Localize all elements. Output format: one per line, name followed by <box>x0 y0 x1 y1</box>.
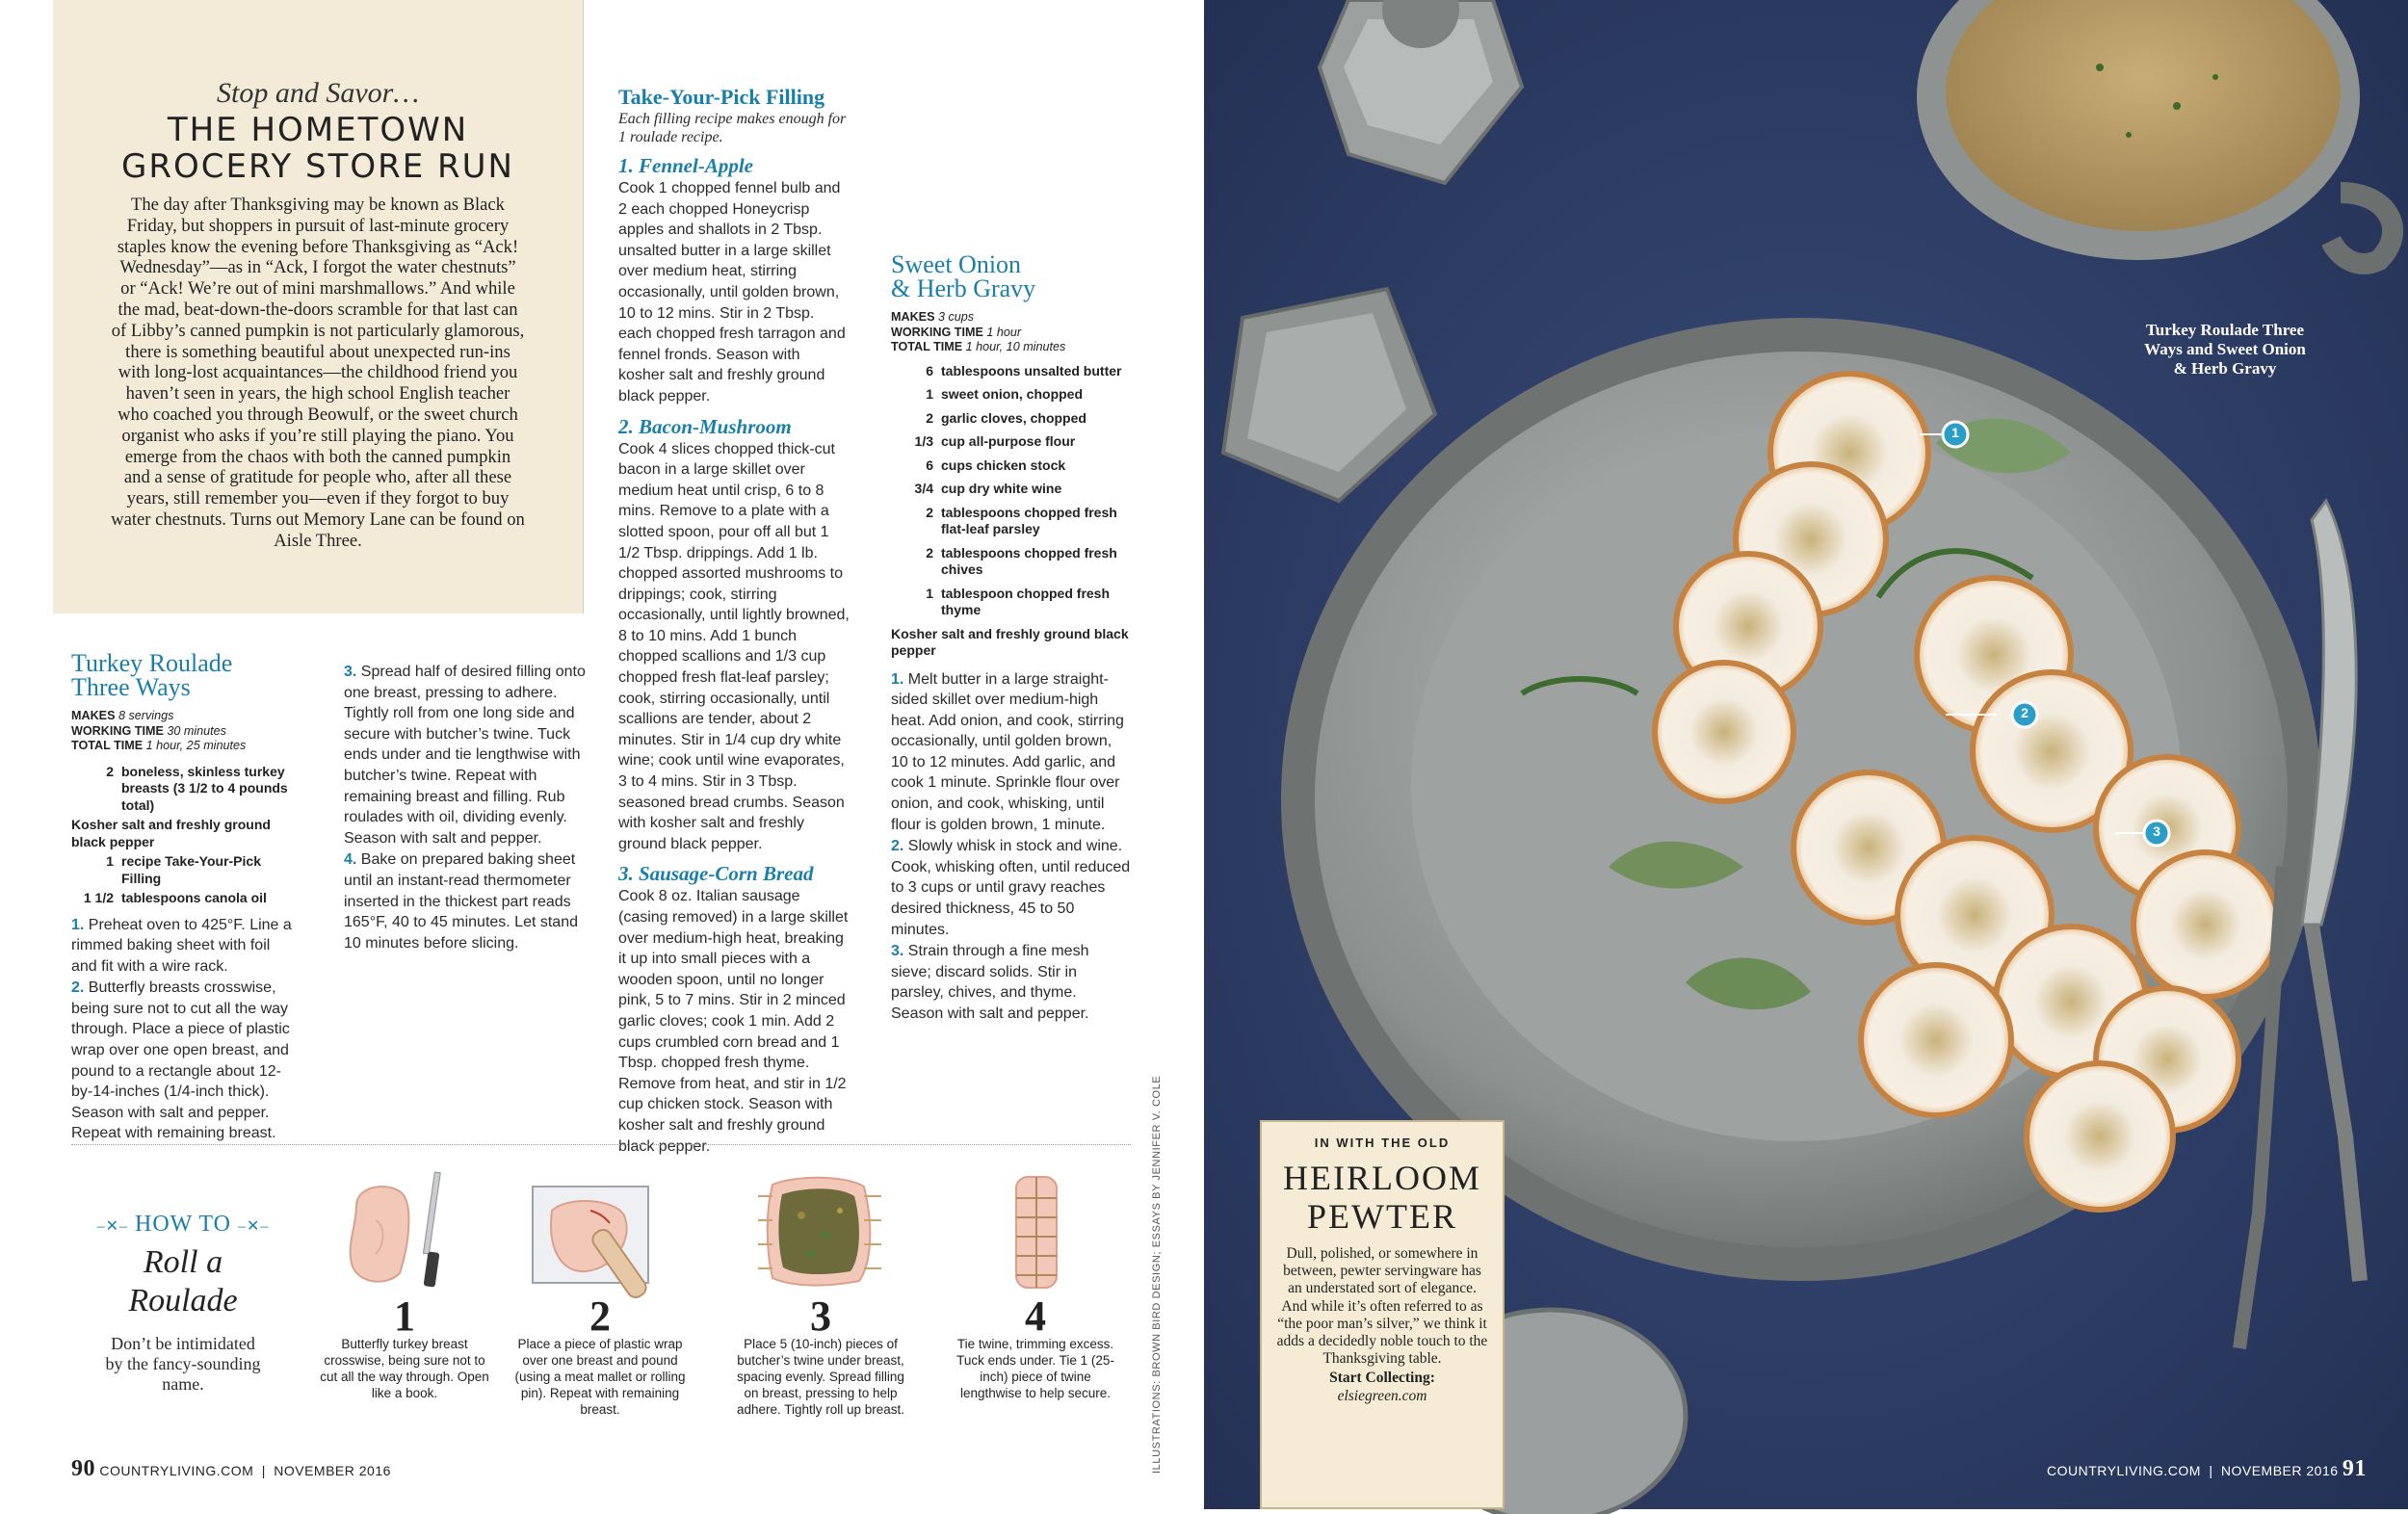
step-number: 4. <box>344 851 357 869</box>
ingredient-text: tablespoons chopped fresh chives <box>941 544 1117 577</box>
ingredient-text: tablespoons canola oil <box>121 890 267 905</box>
how-to-title <box>67 1243 299 1320</box>
ingredient-text: cup all-purpose flour <box>941 433 1076 449</box>
roulade-step-2 <box>71 978 293 1144</box>
makes-label: MAKES <box>891 310 935 324</box>
sidebar-essay-box <box>53 0 584 613</box>
ingredient-qty: 1 <box>926 585 933 601</box>
step-text: Spread half of desired filling onto one breast, pressing to adhere. Tightly roll from one long side and secure with butcher’s twine. Tuck ends under and tie lengthwise with butcher’s twine. Repeat with remaining breast and filling. Rub roulades with oil, dividing evenly. Season with salt and pepper. <box>344 664 586 847</box>
ingredient-text: tablespoons chopped fresh flat-leaf parsley <box>941 504 1117 536</box>
working-time-value: 30 minutes <box>167 723 226 738</box>
how-to-step-3 <box>729 1167 912 1418</box>
how-to-kicker-text: HOW TO <box>134 1212 231 1237</box>
folio-issue: NOVEMBER 2016 <box>2220 1463 2339 1478</box>
filling-title: Take-Your-Pick Filling <box>618 85 825 109</box>
heirloom-title-line-1: HEIRLOOM <box>1283 1159 1481 1197</box>
roulade-ingredients <box>71 764 293 907</box>
total-time-label: TOTAL TIME <box>71 739 144 752</box>
roulade-title-line-1: Turkey Roulade <box>71 649 233 677</box>
how-to-step-1 <box>318 1167 491 1401</box>
gravy-ingredients <box>891 363 1132 660</box>
credits-text: ILLUSTRATIONS: BROWN BIRD DESIGN; ESSAYS BY JENNIFER V. COLE <box>1151 1075 1163 1474</box>
ingredient-row <box>891 363 1132 380</box>
heirloom-title-line-2: PEWTER <box>1307 1197 1457 1236</box>
roulade-meta <box>71 709 293 754</box>
ingredient-row <box>891 433 1132 451</box>
step-number: 3. <box>344 664 357 680</box>
filling-continuation <box>891 92 1127 237</box>
ingredient-row <box>71 890 293 907</box>
gravy-recipe <box>891 252 1132 1026</box>
roulade-recipe <box>71 651 293 1145</box>
ingredient-text: tablespoon chopped fresh thyme <box>941 585 1111 617</box>
ingredient-qty: 2 <box>926 544 933 561</box>
step-number: 3. <box>891 943 904 960</box>
total-time-value: 1 hour, 25 minutes <box>145 739 247 752</box>
ingredient-qty: 2 <box>926 504 933 520</box>
ingredient-text: Kosher salt and freshly ground black pepper <box>71 817 271 849</box>
how-to-step-4 <box>949 1167 1122 1401</box>
butterfly-breast-illustration-icon <box>318 1167 491 1292</box>
ingredient-qty: 2 <box>106 763 114 779</box>
step-number: 1 <box>394 1292 415 1340</box>
pound-with-mallet-illustration-icon <box>509 1167 692 1292</box>
ingredient-row <box>891 457 1132 475</box>
total-time-label: TOTAL TIME <box>891 340 963 353</box>
gravy-title-line-2: & Herb Gravy <box>891 274 1036 302</box>
working-time-value: 1 hour <box>986 325 1022 339</box>
ingredient-qty: 6 <box>926 457 933 473</box>
step-text: Melt butter in a large straight-sided skillet over medium-high heat. Add onion, and cook, stirring occasionally, until golden brown, 10 to 12 minutes. Add garlic, and cook 1 minute. Sprinkle flour over onion, and cook, whisking, until flour is golden brown, 1 minute. <box>891 670 1124 833</box>
how-to-title-line-1: Roll a <box>143 1244 223 1280</box>
step-number: 2. <box>891 838 904 855</box>
folio-issue: NOVEMBER 2016 <box>274 1463 391 1478</box>
roulade-title-line-2: Three Ways <box>71 673 191 701</box>
callout-2: 2 <box>2021 705 2028 720</box>
sidebar-title-line-1: THE HOMETOWN <box>167 111 469 149</box>
credits <box>1151 1075 1170 1474</box>
roulade-steps-col1 <box>71 915 293 1145</box>
folio-site: COUNTRYLIVING.COM <box>2047 1463 2201 1478</box>
filling-recipe <box>618 85 850 1155</box>
working-time-label: WORKING TIME <box>891 325 983 339</box>
step-description: Place a piece of plastic wrap over one breast and pound (using a meat mallet or rolling pin). Repeat with remaining breast. <box>514 1337 686 1417</box>
section-divider <box>71 1144 1131 1145</box>
makes-value: 3 cups <box>937 310 975 324</box>
step-text: Preheat oven to 425°F. Line a rimmed baking sheet with foil and fit with a wire rack. <box>71 916 292 975</box>
heirloom-body-text: Dull, polished, or somewhere in between, pewter servingware has an understated sort of elegance. And while it’s often referred to as “the poor man’s silver,” we think it adds a decidedly noble touch to the Thanksgiving table. <box>1276 1245 1488 1368</box>
makes-value: 8 servings <box>118 709 174 722</box>
gravy-seasoning: Kosher salt and freshly ground black pepper <box>891 625 1129 658</box>
photo-caption: Turkey Roulade Three Ways and Sweet Onion & Herb Gravy <box>2144 321 2306 378</box>
ingredient-text: cups chicken stock <box>941 457 1066 473</box>
heirloom-title <box>1262 1159 1503 1236</box>
how-to-title-line-2: Roulade <box>128 1283 238 1318</box>
roulade-step-3 <box>344 662 589 848</box>
heirloom-cta-label: Start Collecting: <box>1329 1370 1435 1387</box>
roulade-steps-col2 <box>344 662 589 954</box>
step-text: Butterfly breasts crosswise, being sure not to cut all the way through. Place a piece of plastic wrap over one open breast, and pound to a rectangle about 12-by-14-inches (1/4-inch thick). Season with salt and pepper. Repeat with remaining breast. <box>71 979 290 1142</box>
working-time-label: WORKING TIME <box>71 723 164 738</box>
heirloom-pewter-box <box>1260 1120 1505 1509</box>
ingredient-row <box>71 764 293 815</box>
filling-text-2: Cook 4 slices chopped thick-cut bacon in a large skillet over medium heat until crisp, 6 to 8 mins. Remove to a plate with a slotted spoon, pour off all but 1 1/2 Tbsp. drippings. Add 1 lb. chopped assorted mushrooms to drippings; cook, stirring occasionally, until lightly browned, 8 to 10 mins. Add 1 bunch chopped scallions and 1/3 cup chopped fresh flat-leaf parsley; cook, stirring occasionally, until scallions are tender, about 2 minutes. Stir in 1/4 cup dry white wine; cook until wine evaporates, 3 to 4 mins. Stir in 3 Tbsp. seasoned bread crumbs. Season with kosher salt and freshly ground black pepper. <box>618 440 850 852</box>
gravy-title-line-1: Sweet Onion <box>891 250 1022 278</box>
gravy-step-3 <box>891 941 1132 1024</box>
step-number: 4 <box>1025 1292 1046 1340</box>
step-description: Place 5 (10-inch) pieces of butcher’s twine under breast, spacing evenly. Spread filling on breast, pressing to help adhere. Tightly roll up breast. <box>736 1337 905 1417</box>
filling-heading-1: 1. Fennel-Apple <box>618 154 753 177</box>
page-number: 91 <box>2342 1456 2367 1481</box>
gravy-steps <box>891 669 1132 1025</box>
filling-heading-2: 2. Bacon-Mushroom <box>618 414 792 438</box>
roulade-step-1 <box>71 915 293 978</box>
step-text: Strain through a fine mesh sieve; discard solids. Stir in parsley, chives, and thyme. Season with salt and pepper. <box>891 943 1089 1022</box>
how-to-step-2 <box>509 1167 692 1418</box>
filling-subtitle: Each filling recipe makes enough for 1 roulade recipe. <box>618 111 847 145</box>
gravy-meta <box>891 310 1132 355</box>
step-number: 2. <box>71 979 85 997</box>
step-description: Tie twine, trimming excess. Tuck ends under. Tie 1 (25-inch) piece of twine lengthwise to help secure. <box>956 1337 1114 1400</box>
spread-filling-illustration-icon <box>729 1167 912 1292</box>
ingredient-qty: 3/4 <box>914 481 933 496</box>
ingredient-qty: 1/3 <box>914 433 933 449</box>
gravy-step-2 <box>891 836 1132 940</box>
folio-left: 90 COUNTRYLIVING.COM | NOVEMBER 2016 <box>71 1456 391 1481</box>
ingredient-row <box>891 481 1132 498</box>
ingredient-qty: 6 <box>926 362 933 378</box>
ingredient-row <box>71 817 293 850</box>
makes-label: MAKES <box>71 709 116 722</box>
ingredient-text: garlic cloves, chopped <box>941 409 1086 426</box>
step-text: Slowly whisk in stock and wine. Cook, whisking often, until reduced to 3 cups or until gravy reaches desired thickness, 45 to 50 minutes. <box>891 838 1131 938</box>
heirloom-kicker: IN WITH THE OLD <box>1314 1136 1451 1150</box>
step-number: 2 <box>589 1292 611 1340</box>
ingredient-row <box>891 505 1132 538</box>
how-to-body: Don’t be intimidated by the fancy-sounding name. <box>105 1334 261 1394</box>
page-number: 90 <box>71 1456 95 1481</box>
how-to-kicker <box>67 1212 299 1238</box>
ingredient-text: recipe Take-Your-Pick Filling <box>121 853 261 886</box>
ingredient-row <box>891 586 1132 619</box>
ingredient-qty: 2 <box>926 409 933 426</box>
ingredient-qty: 1 1/2 <box>83 890 114 905</box>
filling-text-3: Cook 8 oz. Italian sausage (casing removed) in a large skillet over medium-high heat, breaking it up into small pieces with a wooden spoon, until no longer pink, 5 to 7 mins. Stir in 2 minced garlic cloves; cook 1 min. Add 2 cups crumbled corn bread and 1 Tbsp. chopped fresh thyme. Remove from heat, and stir in 1/2 cup chicken stock. Season with kosher salt and freshly ground black pepper. <box>618 888 849 1155</box>
callout-1: 1 <box>1951 425 1959 440</box>
callout-3: 3 <box>2153 823 2160 839</box>
roulade-step-4 <box>344 849 589 953</box>
tied-roulade-illustration-icon <box>949 1167 1122 1292</box>
filling-text-1: Cook 1 chopped fennel bulb and 2 each chopped Honeycrisp apples and shallots in 2 Tbsp. unsalted butter in a large skillet over medium heat, stirring occasionally, until golden brown, 10 to 12 mins. Stir in 2 Tbsp. each chopped fresh tarragon and fennel fronds. Season with kosher salt and freshly ground black pepper. <box>618 180 846 405</box>
sidebar-title-line-2: GROCERY STORE RUN <box>121 147 514 186</box>
total-time-value: 1 hour, 10 minutes <box>965 340 1066 353</box>
folio-right: COUNTRYLIVING.COM | NOVEMBER 2016 91 <box>2047 1456 2367 1481</box>
step-number: 1. <box>891 670 904 688</box>
ingredient-text: tablespoons unsalted butter <box>941 362 1122 378</box>
sidebar-title <box>53 112 583 185</box>
filling-heading-3: 3. Sausage-Corn Bread <box>618 862 814 886</box>
ingredient-qty: 1 <box>926 386 933 402</box>
ingredient-text: cup dry white wine <box>941 481 1062 496</box>
ornament-left-icon: –✕– <box>96 1218 128 1235</box>
gravy-title <box>891 252 1132 300</box>
step-number: 1. <box>71 916 85 933</box>
sidebar-body: The day after Thanksgiving may be known as Black Friday, but shoppers in pursuit of last-minute grocery staples know the evening before Thanksgiving as “Ack! Wednesday”—as in “Ack, I forgot the water chestnuts” or “Ack! We’re out of mini marshmallows.” And while the mad, beat-down-the-doors scramble for that last can of Libby’s canned pumpkin is not particularly glamorous, there is something beautiful about unexpected run-ins with long-lost acquaintances—the childhood friend you haven’t seen in years, the high school English teacher who coached you through Beowulf, or the sweet church organist who asks if you’re still playing the piano. You emerge from the chaos with both the canned pumpkin and a sense of gratitude for people who, after all these years, still remember you—even if they forgot to buy water chestnuts. Turns out Memory Lane can be found on Aisle Three. <box>111 195 525 551</box>
heirloom-body <box>1275 1245 1489 1405</box>
sidebar-kicker: Stop and Savor… <box>217 77 419 109</box>
folio-site: COUNTRYLIVING.COM <box>99 1463 254 1478</box>
gravy-step-1 <box>891 669 1132 836</box>
ingredient-text: sweet onion, chopped <box>941 386 1084 402</box>
ingredient-row <box>891 545 1132 579</box>
roulade-title <box>71 651 293 699</box>
step-text: Bake on prepared baking sheet until an instant-read thermometer inserted in the thickest part reads 165°F, 40 to 45 minutes. Let stand 10 minutes before slicing. <box>344 851 578 952</box>
ornament-right-icon: –✕– <box>238 1218 270 1235</box>
step-number: 3 <box>810 1292 831 1340</box>
ingredient-row <box>71 853 293 887</box>
ingredient-text: boneless, skinless turkey breasts (3 1/2 to 4 pounds total) <box>121 763 288 813</box>
heirloom-cta-link[interactable]: elsiegreen.com <box>1337 1387 1427 1404</box>
ingredient-qty: 1 <box>106 853 114 869</box>
step-description: Butterfly turkey breast crosswise, being sure not to cut all the way through. Open like a book. <box>320 1337 489 1400</box>
ingredient-row <box>891 386 1132 404</box>
ingredient-row <box>891 410 1132 428</box>
how-to-box <box>67 1212 299 1395</box>
